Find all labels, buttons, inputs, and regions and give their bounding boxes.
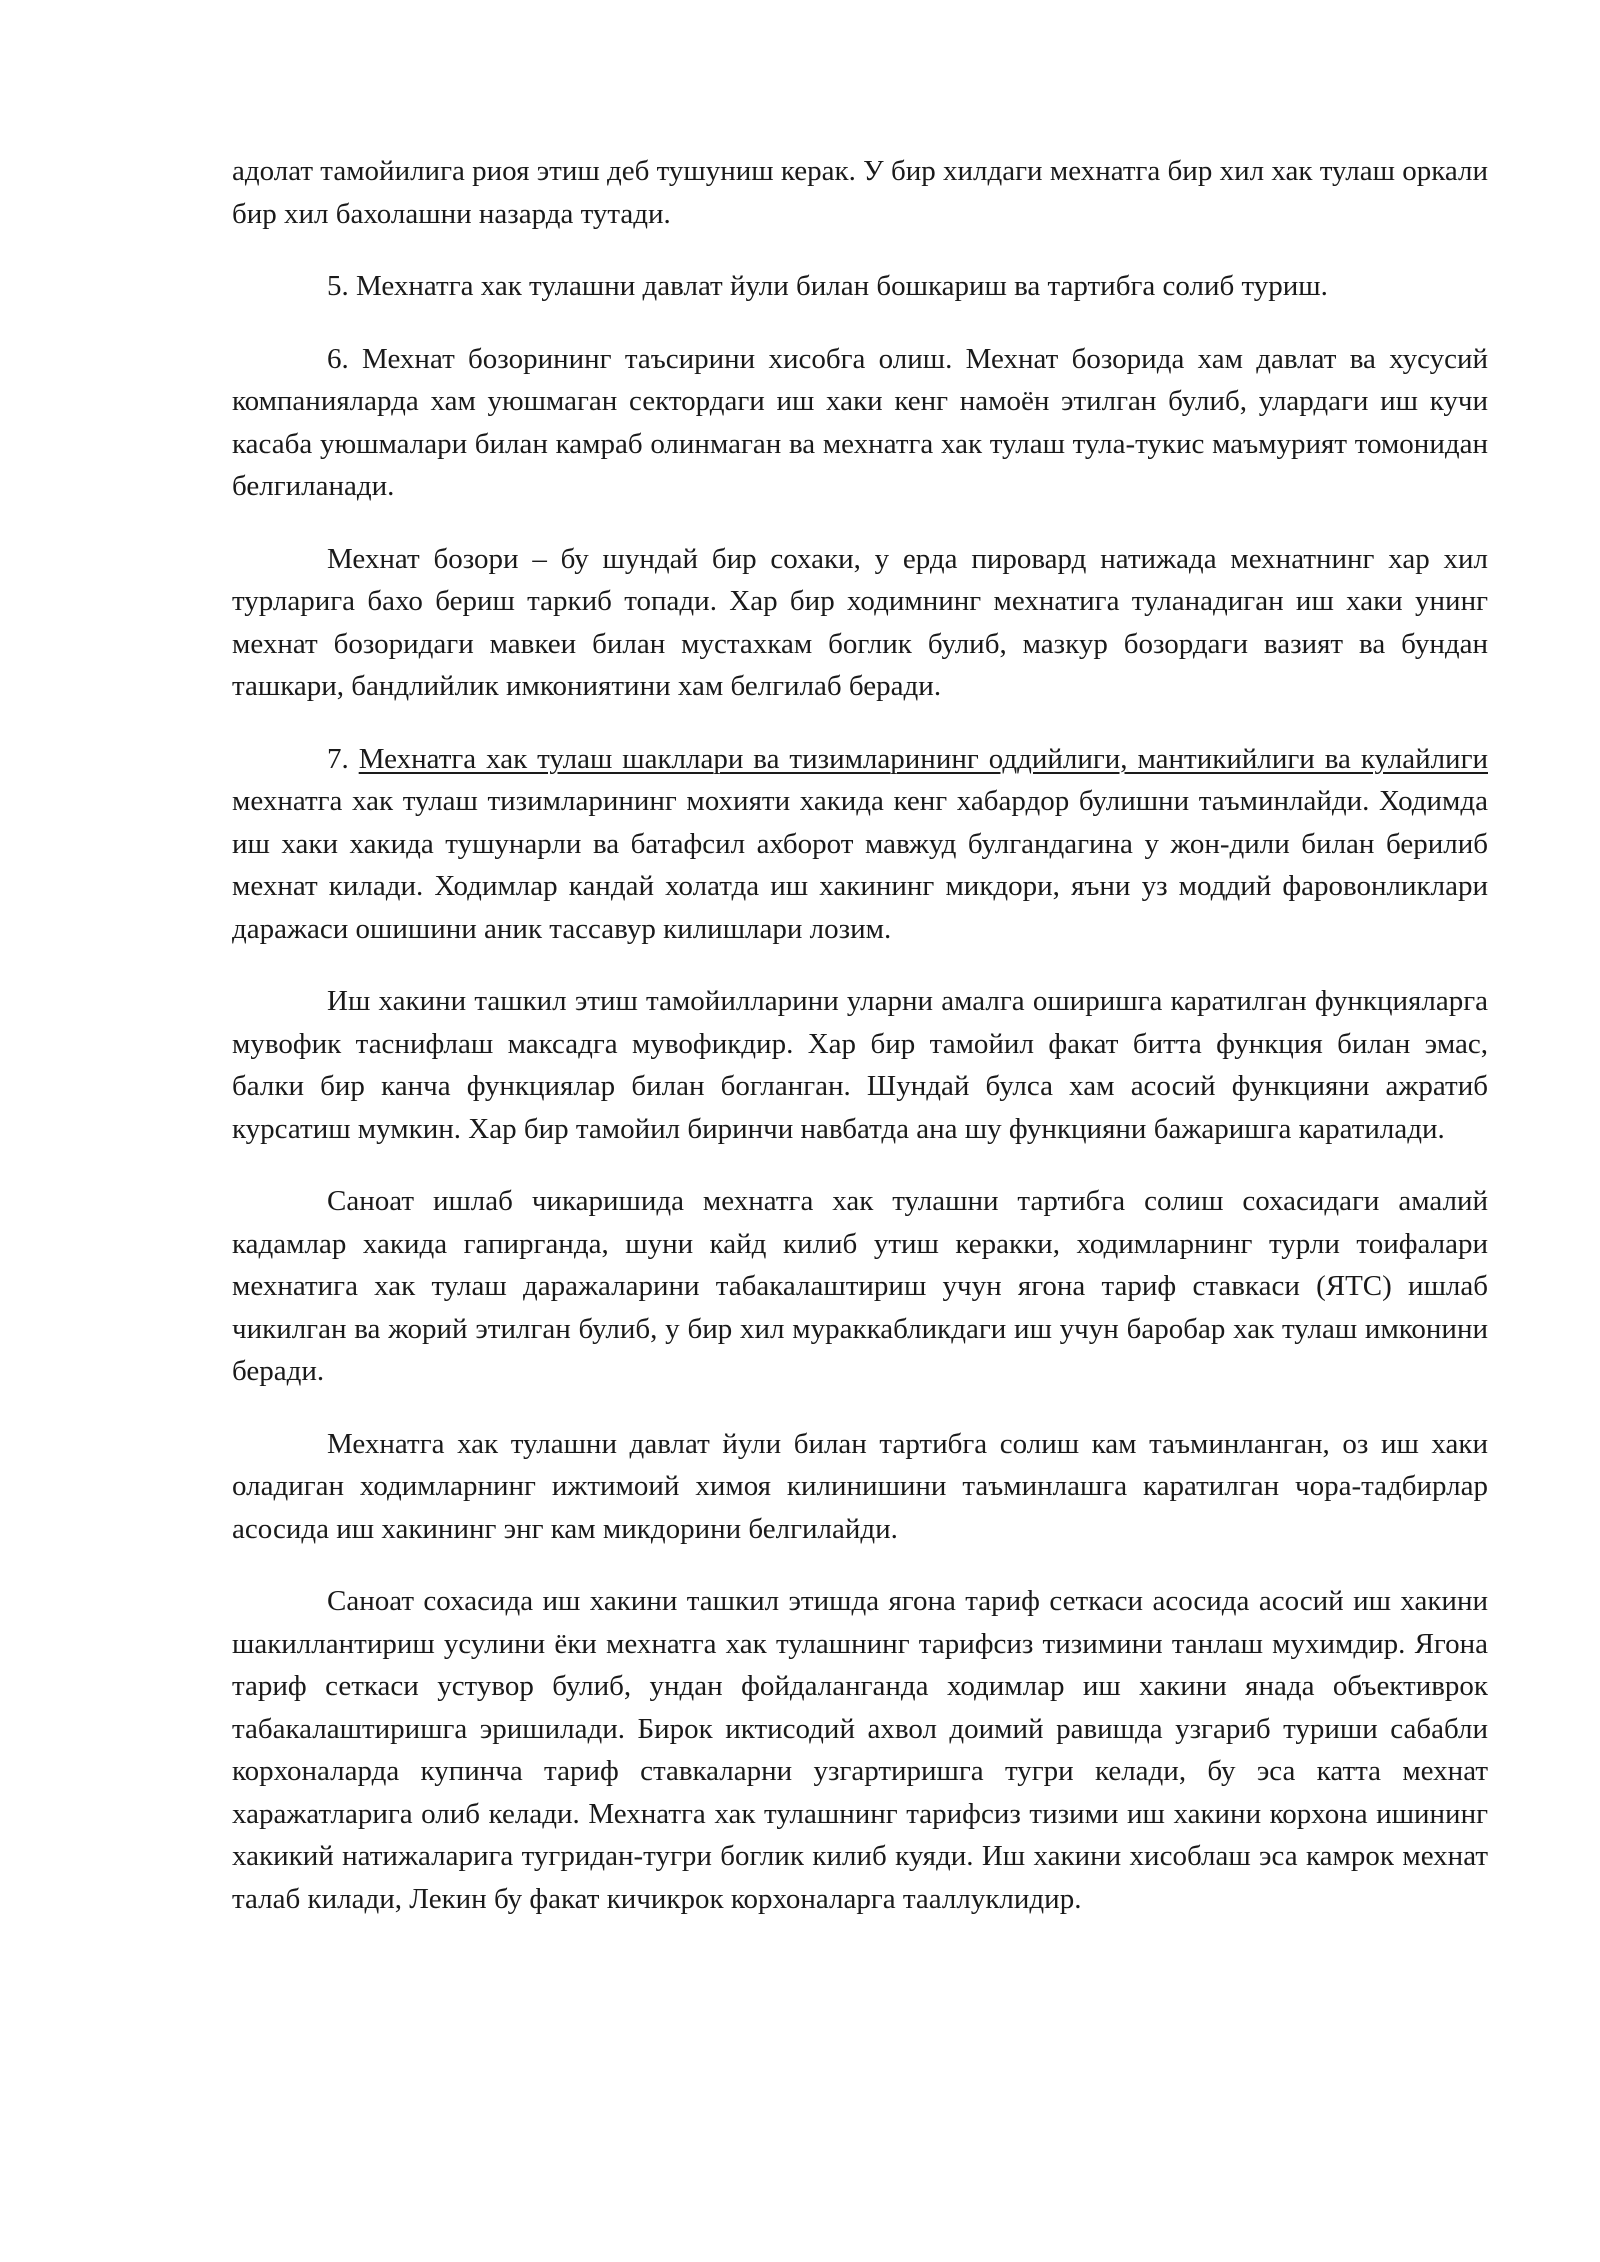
paragraph-tariff-system: Саноат сохасида иш хакини ташкил этишда ягона тариф сеткаси асосида асосий иш хакини шакиллантириш усулини ёки мехнатга хак тулашнинг тарифсиз тизимини танлаш мухимдир. Ягона тариф сеткаси устувор булиб, ундан фойдаланганда ходимлар иш хакини янада объективрок табакалаштиришга эришилади. Бирок иктисодий ахвол доимий равишда узгариб туриши сабабли корхоналарда купинча тариф ставкаларни узгартиришга тугри келади, бу эса катта мехнат харажатларига олиб келади. Мехнатга хак тулашнинг тарифсиз тизими иш хакини корхона ишининг хакикий натижаларига тугридан-тугри боглик килиб куяди. Иш хакини хисоблаш эса камрок мехнат талаб килади, Лекин бу факат кичикрок корхоналарга тааллуклидир. [232, 1585, 1488, 1915]
document-page [232, 150, 1488, 1950]
paragraph-item-5: 5. Мехнатга хак тулашни давлат йули билан бошкариш ва тартибга солиб туриш. [327, 270, 1328, 302]
item-7-body: мехнатга хак тулаш тизимларининг мохияти хакида кенг хабардор булишни таъминлайди. Ходимда иш хаки хакида тушунарли ва батафсил ахборот мавжуд булгандагина у жон-дили билан берилиб мехнат килади. Ходимлар кандай холатда иш хакининг микдори, яъни уз моддий фаровонликлари даражаси ошишини аник тассавур килишлари лозим. [232, 785, 1488, 945]
paragraph-item-6: 6. Мехнат бозорининг таъсирини хисобга олиш. Мехнат бозорида хам давлат ва хусусий компанияларда хам уюшмаган сектордаги иш хаки кенг намоён этилган булиб, улардаги иш кучи касаба уюшмалари билан камраб олинмаган ва мехнатга хак тулаш тула-тукис маъмурият томонидан белгиланади. [232, 342, 1488, 502]
paragraph-principles-classification: Иш хакини ташкил этиш тамойилларини уларни амалга оширишга каратилган функцияларга мувофик таснифлаш максадга мувофикдир. Хар бир тамойил факат битта функция билан эмас, балки бир канча функциялар билан богланган. Шундай булса хам асосий функцияни ажратиб курсатиш мумкин. Хар бир тамойил биринчи навбатда ана шу функцияни бажаришга каратилади. [232, 985, 1488, 1145]
paragraph-continuation: адолат тамойилига риоя этиш деб тушуниш керак. У бир хилдаги мехнатга бир хил хак тулаш оркали бир хил бахолашни назарда тутади. [232, 155, 1488, 230]
paragraph-labor-market: Мехнат бозори – бу шундай бир сохаки, у ерда пировард натижада мехнатнинг хар хил турларига бахо бериш таркиб топади. Хар бир ходимнинг мехнатига туланадиган иш хаки унинг мехнат бозоридаги мавкеи билан мустахкам боглик булиб, мазкур бозордаги вазият ва бундан ташкари, бандлийлик имкониятини хам белгилаб беради. [232, 542, 1488, 702]
paragraph-state-regulation: Мехнатга хак тулашни давлат йули билан тартибга солиш кам таъминланган, оз иш хаки оладиган ходимларнинг ижтимоий химоя килинишини таъминлашга каратилган чора-тадбирлар асосида иш хакининг энг кам микдорини белгилайди. [232, 1427, 1488, 1545]
paragraph-item-7 [232, 738, 1488, 951]
paragraph-industry-practice: Саноат ишлаб чикаришида мехнатга хак тулашни тартибга солиш сохасидаги амалий кадамлар хакида гапирганда, шуни кайд килиб утиш керакки, ходимларнинг турли тоифалари мехнатига хак тулаш даражаларини табакалаштириш учун ягона тариф ставкаси (ЯТС) ишлаб чикилган ва жорий этилган булиб, у бир хил мураккабликдаги иш учун баробар хак тулаш имконини беради. [232, 1185, 1488, 1387]
item-7-number: 7. [327, 742, 359, 775]
item-7-underlined-heading: Мехнатга хак тулаш шакллари ва тизимларининг оддийлиги, мантикийлиги ва кулайлиги [358, 742, 1488, 775]
